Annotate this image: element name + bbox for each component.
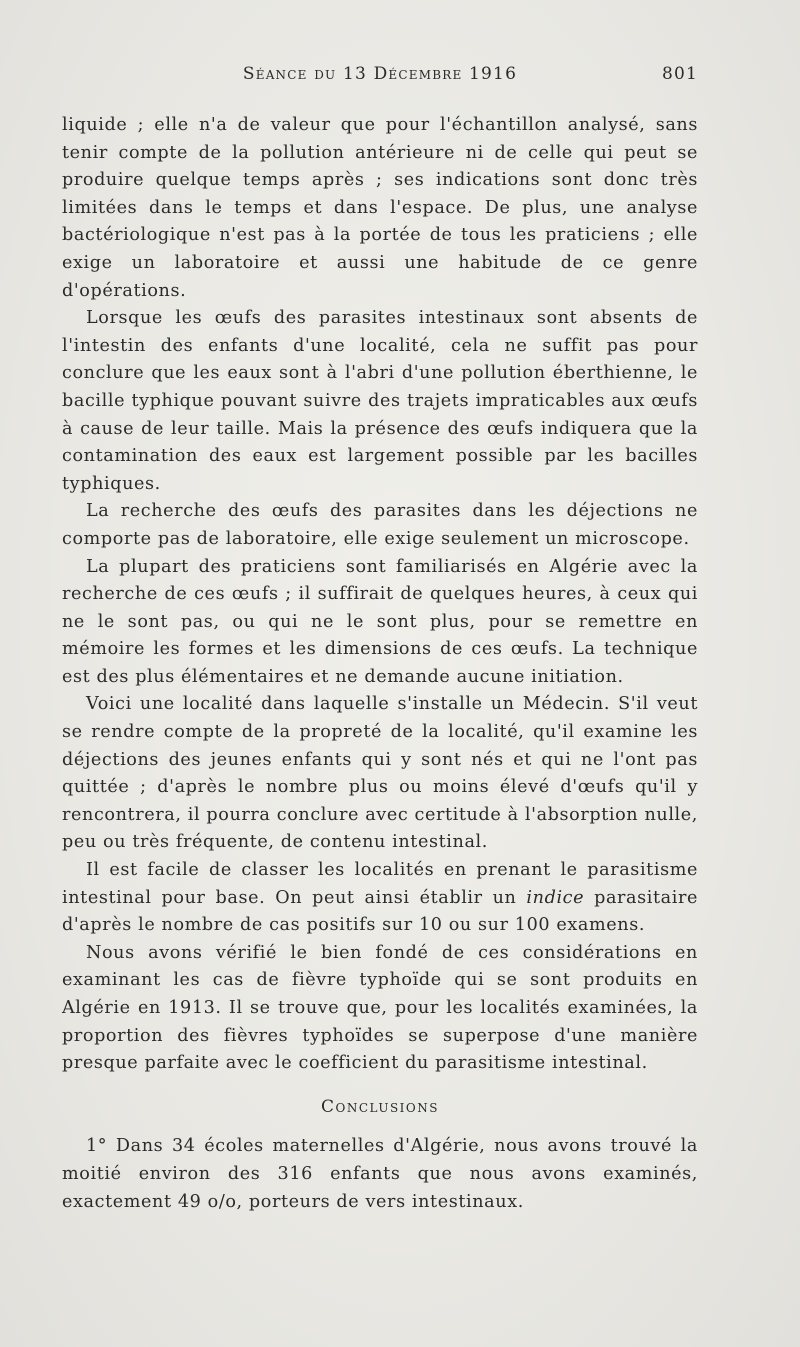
paragraph-6-start: Il est facile de classer les localités en prenant le parasitisme intestinal pour base. On peut ainsi établir un xyxy=(62,860,698,908)
paragraph-4: La plupart des praticiens sont familiarisés en Algérie avec la recherche de ces œufs ; il suffirait de quelques heures, à ceux qui ne le sont pas, ou qui ne le sont plus, pour se remettre en mémoire les formes et les dimensions de ces œufs. La technique est des plus élémentaires et ne demande aucune initiation. xyxy=(62,556,698,687)
paragraph-7: Nous avons vérifié le bien fondé de ces considérations en examinant les cas de fièvre typhoïde qui se sont produits en Algérie en 1913. Il se trouve que, pour les localités examinées, la proportion des fièvres typhoïdes se superpose d'une manière presque parfaite avec le coefficient du parasitisme intestinal. xyxy=(62,942,698,1074)
paragraph-1: liquide ; elle n'a de valeur que pour l'échantillon analysé, sans tenir compte de la pollution antérieure ni de celle qui peut se produire quelque temps après ; ses indications sont donc très limitées dans le temps et dans l'espace. De plus, une analyse bactériologique n'est pas à la portée de tous les praticiens ; elle exige un laboratoire et aussi une habitude de ce genre d'opérations. xyxy=(62,115,698,301)
page-number: 801 xyxy=(661,64,698,84)
italic-term-indice: indice xyxy=(526,887,585,908)
running-title: Séance du 13 Décembre 1916 xyxy=(242,64,518,84)
conclusions-heading: Conclusions xyxy=(321,1096,439,1117)
paragraph-2: Lorsque les œufs des parasites intestinaux sont absents de l'intestin des enfants d'une localité, cela ne suffit pas pour conclure que les eaux sont à l'abri d'une pollution éberthienne, le bacille typhique pouvant suivre des trajets impraticables aux œufs à cause de leur taille. Mais la présence des œufs indiquera que la contamination des eaux est largement possible par les bacilles typhiques. xyxy=(62,308,698,494)
paragraph-6 xyxy=(62,857,698,940)
paragraph-6-end: parasitaire d'après le nombre de cas positifs sur 10 ou sur 100 examens. xyxy=(62,887,698,936)
running-head xyxy=(62,64,698,90)
paragraph-5: Voici une localité dans laquelle s'installe un Médecin. S'il veut se rendre compte de la propreté de la localité, qu'il examine les déjections des jeunes enfants qui y sont nés et qui ne l'ont pas quittée ; d'après le nombre plus ou moins élevé d'œufs qu'il y rencontrera, il pourra conclure avec certitude à l'absorption nulle, peu ou très fréquente, de contenu intestinal. xyxy=(62,694,698,853)
paragraph-3: La recherche des œufs des parasites dans les déjections ne comporte pas de laboratoire, elle exige seulement un microscope. xyxy=(62,501,698,549)
body-text xyxy=(62,112,698,1216)
conclusion-item-1: 1° Dans 34 écoles maternelles d'Algérie, nous avons trouvé la moitié environ des 316 enfants que nous avons examinés, exactement 49 o/o, porteurs de vers intestinaux. xyxy=(62,1136,698,1212)
